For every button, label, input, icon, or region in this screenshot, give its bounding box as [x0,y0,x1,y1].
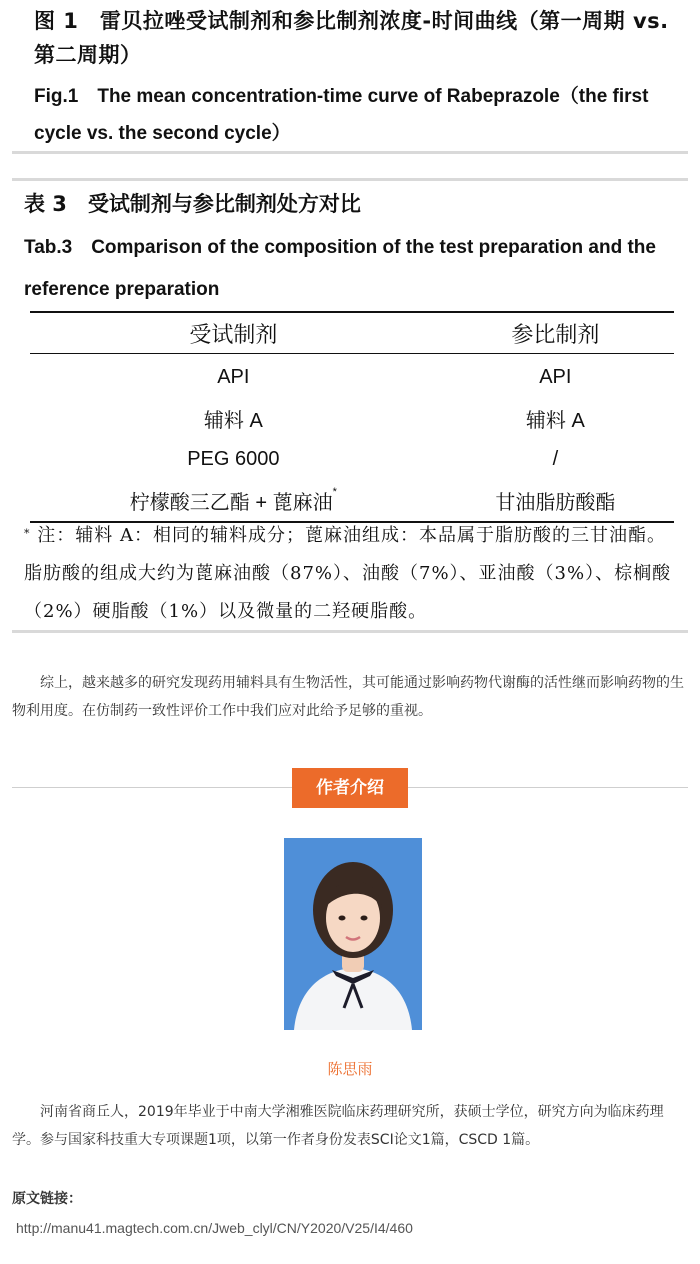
figure-caption-zh: 图 1 雷贝拉唑受试制剂和参比制剂浓度-时间曲线（第一周期 vs. 第二周期） [34,9,669,67]
table-block-divider [12,630,688,633]
table-cell-text: 柠檬酸三乙酯 + 蓖麻油 [129,492,333,514]
portrait-photo-icon [284,838,422,1030]
table-footnote-text: 注：辅料 A：相同的辅料成分；蓖麻油组成：本品属于脂肪酸的三甘油酯。脂肪酸的组成大约为蓖麻油酸（87%）、油酸（7%）、亚油酸（3%）、棕榈酸（2%）硬脂酸（1%）以及微量的二羟硬脂酸。 [24,525,672,622]
summary-paragraph: 综上，越来越多的研究发现药用辅料具有生物活性，其可能通过影响药物代谢酶的活性继而影响药物的生物利用度。在仿制药一致性评价工作中我们应对此给予足够的重视。 [12,675,684,719]
footnote-marker: * [332,486,337,498]
composition-table [30,311,674,523]
table-cell: 甘油脂肪酸酯 [495,492,616,514]
source-link-label: 原文链接： [12,1191,82,1207]
author-name: 陈思雨 [327,1060,373,1078]
table-row [30,480,674,522]
table-row [30,354,674,399]
table-footnote [24,517,676,631]
table-header-row [30,312,674,354]
footnote-marker: * [24,527,31,540]
table-cell: / [552,448,559,470]
table-cell: 辅料 A [525,410,585,432]
source-link-url[interactable]: http://manu41.magtech.com.cn/Jweb_clyl/CN/Y2020/V25/I4/460 [16,1220,413,1236]
table-header-reference: 参比制剂 [511,322,600,348]
figure-caption-divider [12,151,688,154]
table-cell: API [217,366,250,388]
table-caption-en: Tab.3 Comparison of the composition of the test preparation and the reference preparation [24,237,656,300]
figure-caption-block [12,0,688,154]
author-bio: 河南省商丘人，2019年毕业于中南大学湘雅医院临床药理研究所，获硕士学位，研究方向为临床药理学。参与国家科技重大专项课题1项，以第一作者身份发表SCI论文1篇，CSCD 1篇。 [12,1104,664,1148]
author-section-badge: 作者介绍 [292,768,408,808]
table-cell: 辅料 A [203,410,263,432]
table-cell: PEG 6000 [187,448,280,470]
table-header-test: 受试制剂 [189,322,278,348]
table-row [30,398,674,439]
composition-table-block [12,178,688,633]
author-photo [284,838,422,1030]
table-caption-zh: 表 3 受试制剂与参比制剂处方对比 [24,192,361,216]
table-cell: API [539,366,572,388]
table-cell [30,480,437,522]
table-row [30,439,674,480]
figure-caption-en: Fig.1 The mean concentration-time curve of Rabeprazole（the first cycle vs. the second cycle） [34,86,649,144]
